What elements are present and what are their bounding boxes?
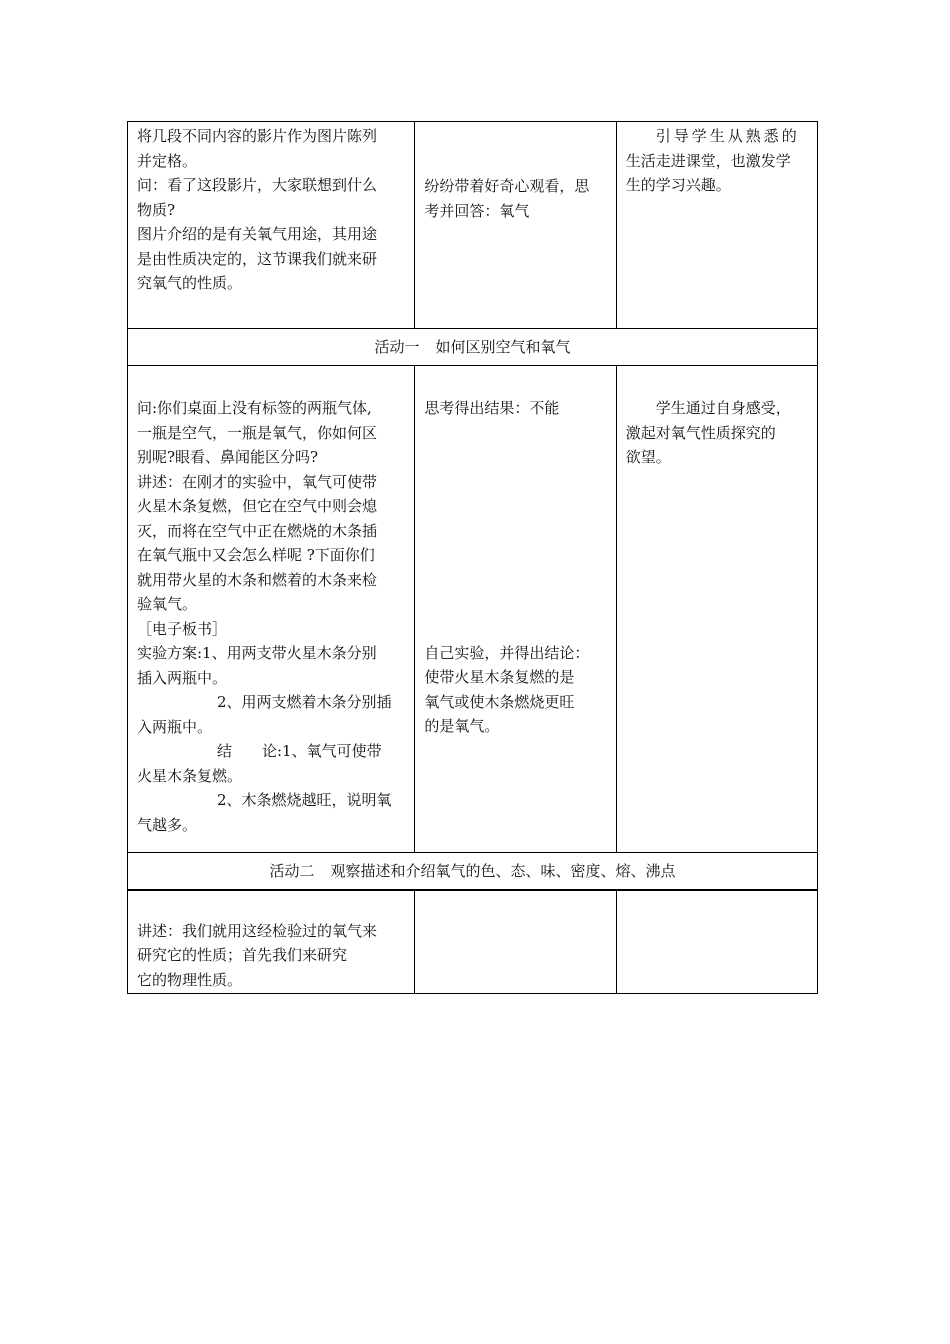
activity-title: 观察描述和介绍氧气的色、态、味、密度、熔、沸点 — [330, 861, 676, 880]
text-line: 验氧气。 — [137, 595, 198, 613]
activity-title: 如何区别空气和氧气 — [435, 337, 571, 356]
teacher-activity-cell — [128, 890, 415, 994]
activity-two-row — [128, 853, 818, 890]
text-line: 思考得出结果：不能 — [424, 399, 560, 417]
text-line: 讲述：我们就用这经检验过的氧气来 — [137, 921, 378, 940]
text-line: 火星木条复燃，但它在空气中则会熄 — [137, 497, 378, 515]
text-line: 它的物理性质。 — [137, 970, 243, 989]
text-line: 欲望。 — [625, 448, 671, 466]
text-line: 的是氧气。 — [424, 717, 500, 735]
student-activity-cell — [415, 890, 616, 994]
text-line: 入两瓶中。 — [137, 717, 213, 736]
text-line: 引导学生从熟悉的 — [655, 127, 800, 145]
activity-two-content-row — [128, 890, 818, 994]
text-line: 就用带火星的木条和燃着的木条来检 — [137, 570, 378, 589]
student-activity-cell — [415, 366, 616, 853]
text-line: 结 论:1、氧气可使带 — [217, 742, 382, 760]
text-line: 是由性质决定的，这节课我们就来研 — [137, 249, 378, 268]
text-line: 究氧气的性质。 — [137, 274, 243, 292]
text-line: 在氧气瓶中又会怎么样呢 ?下面你们 — [137, 546, 375, 564]
text-line: 生的学习兴趣。 — [625, 176, 731, 194]
activity-two-heading — [128, 853, 818, 890]
text-line: 自己实验，并得出结论： — [424, 643, 590, 662]
intro-row — [128, 122, 818, 329]
text-line: 一瓶是空气，一瓶是氧气，你如何区 — [137, 423, 378, 442]
text-line: 2、用两支燃着木条分别插 — [217, 693, 392, 711]
text-line: 2、木条燃烧越旺，说明氧 — [217, 791, 392, 809]
text-line: 使带火星木条复燃的是 — [424, 668, 575, 686]
activity-label: 活动一 — [374, 337, 420, 356]
design-intent-cell — [616, 890, 817, 994]
text-line: 研究它的性质；首先我们来研究 — [137, 946, 348, 964]
text-line: 实验方案:1、用两支带火星木条分别 — [137, 644, 377, 662]
text-line: 火星木条复燃。 — [137, 766, 243, 785]
text-line: 灭，而将在空气中正在燃烧的木条插 — [137, 521, 378, 540]
text-line: 别呢?眼看、鼻闻能区分吗? — [137, 448, 319, 466]
activity-one-heading — [128, 329, 818, 366]
text-line: 生活走进课堂，也激发学 — [625, 151, 791, 170]
text-line: 气越多。 — [137, 815, 198, 834]
text-line: 学生通过自身感受， — [655, 399, 791, 417]
text-line: 纷纷带着好奇心观看，思 — [424, 177, 590, 195]
text-line: 激起对氧气性质探究的 — [625, 423, 776, 442]
activity-label: 活动二 — [269, 861, 315, 880]
text-line: 问：看了这段影片，大家联想到什么 — [137, 176, 378, 194]
design-intent-cell — [616, 122, 817, 329]
text-line: 问:你们桌面上没有标签的两瓶气体, — [137, 399, 372, 417]
board-label: ［电子板书］ — [137, 619, 228, 638]
design-intent-cell — [616, 366, 817, 853]
text-line: 并定格。 — [137, 151, 198, 170]
teacher-activity-cell — [128, 122, 415, 329]
text-line: 将几段不同内容的影片作为图片陈列 — [137, 127, 378, 145]
text-line: 插入两瓶中。 — [137, 668, 228, 687]
student-activity-cell — [415, 122, 616, 329]
text-line: 氧气或使木条燃烧更旺 — [424, 692, 575, 711]
activity-one-row — [128, 329, 818, 366]
text-line: 讲述：在刚才的实验中，氧气可使带 — [137, 472, 378, 491]
activity-one-content-row — [128, 366, 818, 853]
text-line: 图片介绍的是有关氧气用途，其用途 — [137, 225, 378, 243]
text-line: 物质? — [137, 200, 176, 219]
teacher-activity-cell — [128, 366, 415, 853]
text-line: 考并回答：氧气 — [424, 201, 530, 220]
lesson-plan-table — [127, 121, 818, 994]
